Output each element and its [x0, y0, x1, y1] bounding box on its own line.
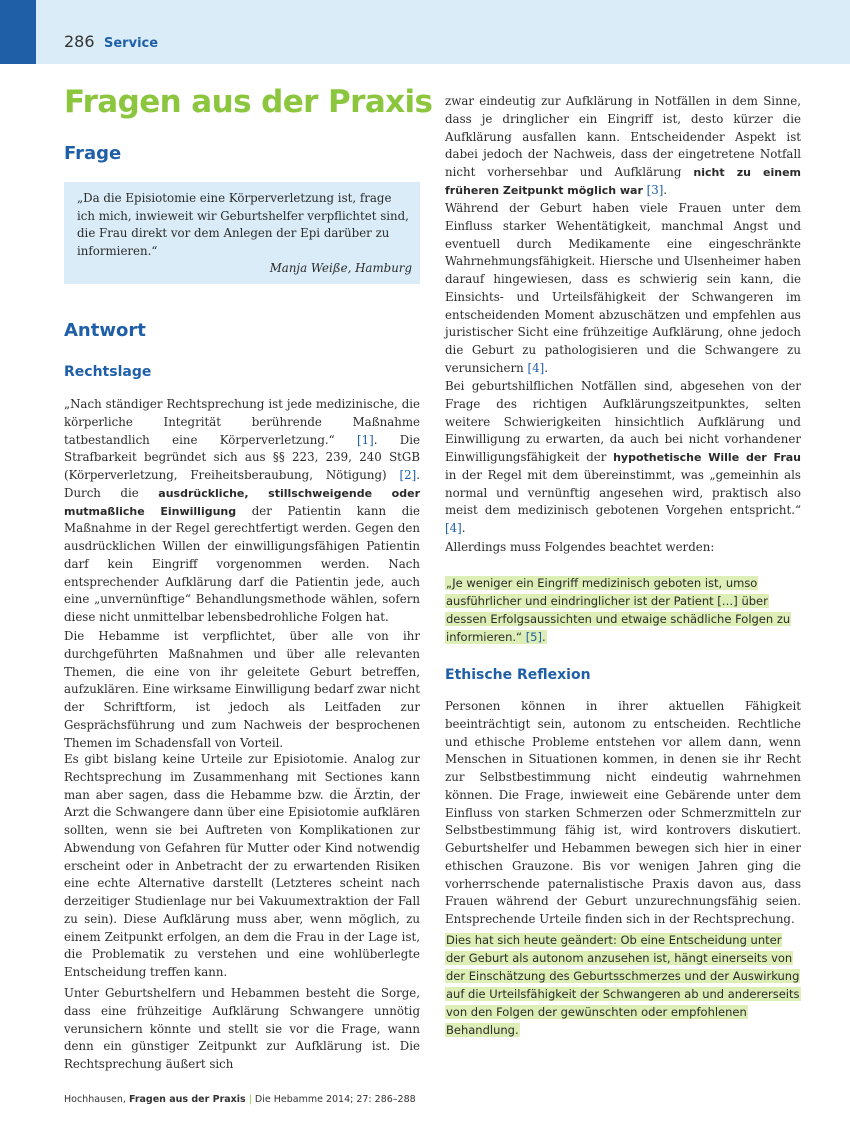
paragraph-rechtslage-3: Es gibt bislang keine Urteile zur Episiotomie. Analog zur Rechtsprechung im Zusammenhang mit Sectiones kann man aber sagen, dass die Hebamme bzw. die Ärztin, der Arzt die Schwangere dann über eine Episiotomie aufklären sollten, wenn sie bei Auftreten von Komplikationen zur Abwendung von Gefahren für Mutter oder Kind notwendig erscheint oder in Anbetracht der zu erwartenden Risiken eine echte Alternative darstellt (Letzteres scheint nach derzeitiger Studienlage nur bei Vakuumextraktion der Fall zu sein). Diese Aufklärung muss aber, wenn möglich, zu einem Zeitpunkt erfolgen, an dem die Frau in der Lage ist, die Problematik zu verstehen und eine wohlüberlegte Entscheidung treffen kann.	[64, 752, 420, 979]
paragraph-rechtslage-4: Unter Geburtshelfern und Hebammen besteht die Sorge, dass eine frühzeitige Aufklärung Schwangere unnötig verunsichern könnte und stellt sie vor die Frage, wann denn ein günstiger Zeitpunkt zur Aufklärung ist. Die Rechtsprechung äußert sich	[64, 986, 420, 1071]
paragraph-ethik-1: Personen können in ihrer aktuellen Fähigkeit beeinträchtigt sein, autonom zu entscheiden. Rechtliche und ethische Probleme entstehen vor allem dann, wenn Menschen in Situationen kommen, in denen sie ihr Recht zur Selbstbestimmung nicht eindeutig wahrnehmen können. Die Frage, inwieweit eine Gebärende unter dem Einfluss von starken Schmerzen oder Schmerzmitteln zur Selbstbestimmung fähig ist, wird kontrovers diskutiert. Geburtshelfer und Hebammen bewegen sich hier in einer ethischen Grauzone. Bis vor wenigen Jahren ging die vorherrschende paternalistische Praxis davon aus, dass Frauen während der Geburt unzurechnungsfähig seien. Entsprechende Urteile finden sich in der Rechtsprechung.	[445, 699, 801, 926]
paragraph-rechtslage-1: „Nach ständiger Rechtsprechung ist jede medizinische, die körperliche Integrität berührende Maßnahme tatbestandlich eine Körperverletzung.“ [1]. Die Strafbarkeit begründet sich aus §§ 223, 239, 240 StGB (Körperverletzung, Freiheitsberaubung, Nötigung) [2]. Durch die ausdrückliche, stillschweigende oder mutmaßliche Einwilligung der Patientin kann die Maßnahme in der Regel gerechtfertigt werden. Gegen den ausdrücklichen Willen der einwilligungsfähigen Patientin darf kein Eingriff vorgenommen werden. Nach entsprechender Aufklärung darf die Patientin jede, auch eine „unvernünftige“ Behandlungsmethode wählen, sofern diese nicht unmittelbar lebensbedrohliche Folgen hat.	[64, 397, 421, 624]
footer-citation: Hochhausen, Fragen aus der Praxis | Die Hebamme 2014; 27: 286–288	[64, 1094, 416, 1105]
page-number: 286	[64, 32, 95, 51]
citation-link[interactable]: [3]	[646, 182, 664, 197]
header-tab-marker	[0, 0, 36, 64]
question-quote-text: „Da die Episiotomie eine Körperverletzung ist, frage ich mich, inwieweit wir Geburtshelfer verpflichtet sind, die Frau direkt vor dem Anlegen der Epi darüber zu informieren.“	[77, 191, 409, 258]
paragraph-right-1: zwar eindeutig zur Aufklärung in Notfällen in dem Sinne, dass je dringlicher ein Eingriff ist, desto kürzer die Aufklärung ausfallen kann. Entscheidender Aspekt ist dabei jedoch der Nachweis, dass der eingetretene Notfall nicht vorhersehbar und Aufklärung nicht zu einem früheren Zeitpunkt möglich war [3].	[445, 94, 802, 197]
heading-frage: Frage	[64, 143, 122, 164]
paragraph-rechtslage-2: Die Hebamme ist verpflichtet, über alle von ihr durchgeführten Maßnahmen und über alle relevanten Themen, die eine von ihr geleitete Geburt betreffen, aufzuklären. Eine wirksame Einwilligung bedarf zwar nicht der Schriftform, ist jedoch als Leitfaden zur Gesprächsführung und zum Nachweis der besprochenen Themen im Schadensfall von Vorteil.	[64, 629, 421, 750]
heading-ethische-reflexion: Ethische Reflexion	[445, 667, 591, 683]
heading-antwort: Antwort	[64, 320, 146, 341]
citation-link[interactable]: [4]	[527, 360, 545, 375]
paragraph-right-2: Während der Geburt haben viele Frauen unter dem Einfluss starker Wehentätigkeit, manchmal Angst und eventuell durch Medikamente eine eingeschränkte Wahrnehmungsfähigkeit. Hiersche und Ulsenheimer haben darauf hingewiesen, dass es schwierig sein kann, die Einsichts- und Urteilsfähigkeit der Schwangeren im entscheidenden Moment abzuschätzen und empfehlen aus juristischer Sicht eine frühzeitige Aufklärung, ohne jedoch die Geburt zu pathologisieren und die Schwangere zu verunsichern [4].	[445, 201, 801, 375]
citation-link[interactable]: [5]	[525, 630, 542, 644]
citation-link[interactable]: [4]	[445, 521, 462, 535]
highlight-paragraph: Dies hat sich heute geändert: Ob eine Entscheidung unter der Geburt als autonom anzusehen ist, hängt einerseits von der Einschätzung des Geburtsschmerzes und der Auswirkung auf die Urteilsfähigkeit der Schwangeren ab und andererseits von den Folgen der gewünschten oder empfohlenen Behandlung.	[446, 933, 800, 1037]
question-quote-box	[64, 182, 420, 284]
header-bar	[0, 0, 850, 64]
highlight-quote: „Je weniger ein Eingriff medizinisch geboten ist, umso ausführlicher und eindringlicher ist der Patient […] über dessen Erfolgsaussichten und etwaige schädliche Folgen zu informieren.“ [5].	[446, 576, 791, 644]
question-author: Manja Weiße, Hamburg	[269, 261, 412, 276]
section-label: Service	[104, 36, 159, 51]
paragraph-right-3: Bei geburtshilflichen Notfällen sind, abgesehen von der Frage des richtigen Aufklärungszeitpunktes, selten weitere Schwierigkeiten hinsichtlich Aufklärung und Einwilligung zu erwarten, da auch bei nicht vorhandener Einwilligungsfähigkeit der hypothetische Wille der Frau in der Regel mit dem übereinstimmt, was „gemeinhin als normal und vernünftig angesehen wird, praktisch also meist dem medizinisch gebotenen Vorgehen entspricht.“ [4].	[445, 379, 801, 535]
citation-link[interactable]: [2]	[399, 468, 417, 482]
citation-link[interactable]: [1]	[357, 432, 374, 447]
heading-rechtslage: Rechtslage	[64, 364, 152, 380]
paragraph-right-4: Allerdings muss Folgendes beachtet werden:	[445, 540, 715, 554]
page-title: Fragen aus der Praxis	[64, 84, 433, 120]
